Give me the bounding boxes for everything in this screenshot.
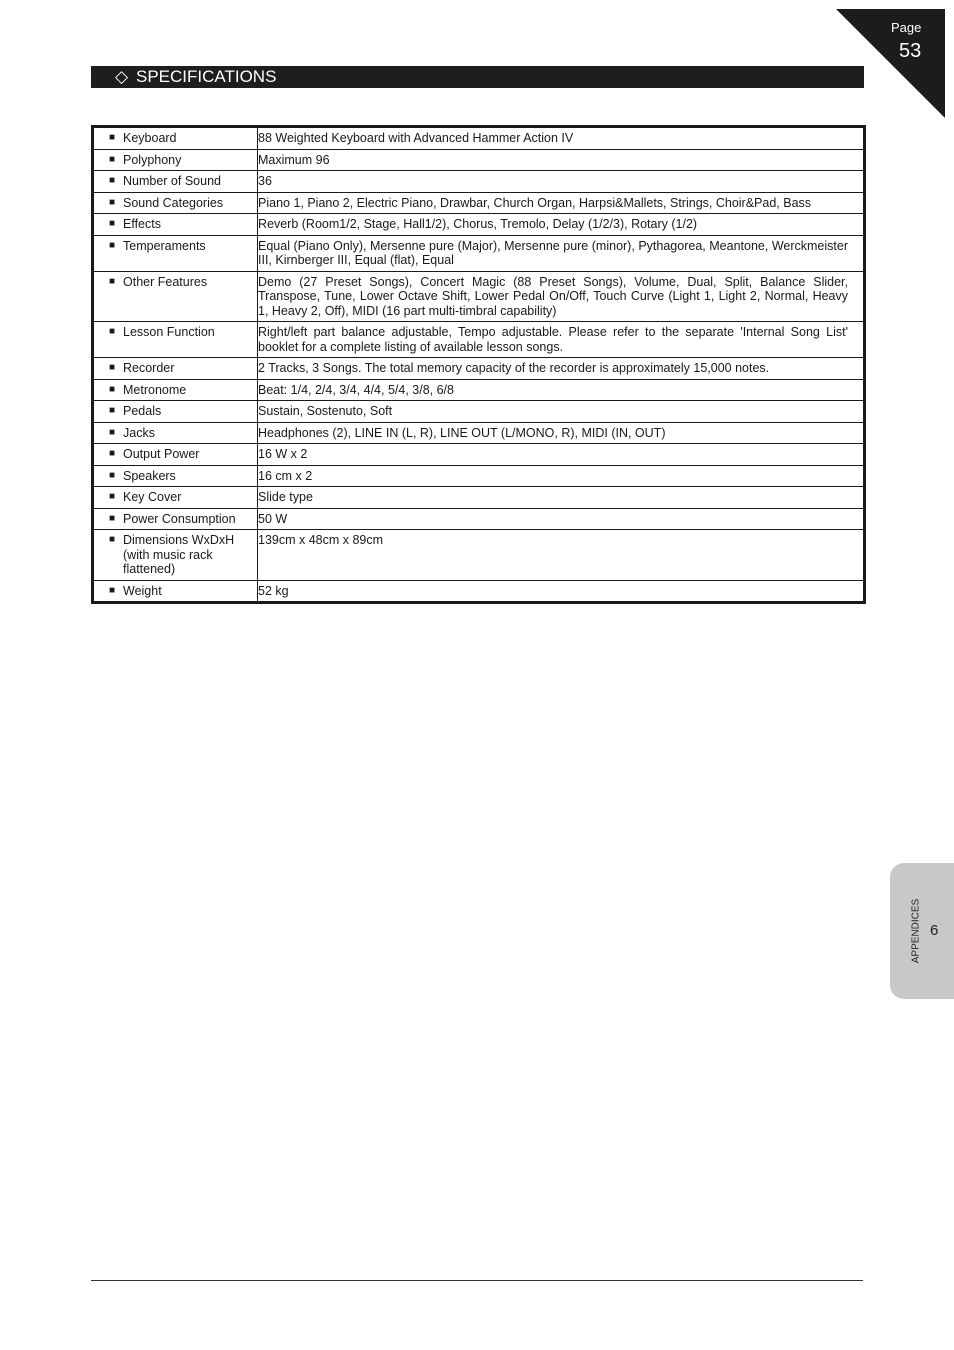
spec-value: 36 bbox=[258, 171, 865, 193]
spec-row bbox=[93, 322, 865, 358]
spec-label: Weight bbox=[123, 583, 162, 598]
square-bullet-icon: ■ bbox=[109, 469, 116, 481]
square-bullet-icon: ■ bbox=[109, 426, 116, 438]
square-bullet-icon: ■ bbox=[109, 153, 116, 165]
spec-value: Slide type bbox=[258, 487, 865, 509]
square-bullet-icon: ■ bbox=[109, 218, 116, 229]
square-bullet-icon: ■ bbox=[109, 132, 116, 143]
square-bullet-icon: ■ bbox=[109, 512, 116, 524]
spec-value: 2 Tracks, 3 Songs. The total memory capacity of the recorder is approximately 15,000 notes. bbox=[258, 358, 865, 380]
spec-value: 50 W bbox=[258, 508, 865, 530]
side-tab-number: 6 bbox=[930, 922, 939, 939]
spec-value: 88 Weighted Keyboard with Advanced Hammer Action IV bbox=[258, 127, 865, 150]
spec-label: Power Consumption bbox=[123, 511, 236, 526]
page-label: Page bbox=[891, 20, 922, 35]
spec-label-cell bbox=[93, 214, 258, 236]
spec-label: Keyboard bbox=[123, 131, 177, 145]
spec-row bbox=[93, 271, 865, 322]
spec-label: Output Power bbox=[123, 447, 200, 461]
spec-value: 16 W x 2 bbox=[258, 444, 865, 466]
spec-row bbox=[93, 487, 865, 509]
spec-row bbox=[93, 422, 865, 444]
spec-label-cell bbox=[93, 235, 258, 271]
side-tab-label: APPENDICES bbox=[910, 898, 922, 964]
spec-label-cell bbox=[93, 580, 258, 603]
square-bullet-icon: ■ bbox=[109, 383, 116, 395]
section-header bbox=[91, 66, 864, 88]
square-bullet-icon: ■ bbox=[109, 405, 116, 416]
spec-label-cell bbox=[93, 271, 258, 322]
spec-value: Right/left part balance adjustable, Tempo adjustable. Please refer to the separate 'Internal Song List' booklet for a complete listing of available lesson songs. bbox=[258, 322, 865, 358]
square-bullet-icon: ■ bbox=[109, 534, 116, 545]
square-bullet-icon: ■ bbox=[109, 196, 116, 208]
spec-label: Key Cover bbox=[123, 490, 182, 504]
footer-divider bbox=[91, 1280, 863, 1281]
appendices-side-tab bbox=[890, 863, 954, 999]
section-title: SPECIFICATIONS bbox=[136, 67, 277, 86]
spec-value: 139cm x 48cm x 89cm bbox=[258, 530, 865, 581]
spec-label: Temperaments bbox=[123, 238, 206, 253]
spec-label: Number of Sound bbox=[123, 174, 221, 188]
spec-label-cell bbox=[93, 465, 258, 487]
spec-row bbox=[93, 508, 865, 530]
spec-row bbox=[93, 214, 865, 236]
spec-label: Jacks bbox=[123, 425, 155, 440]
spec-label: Pedals bbox=[123, 404, 162, 418]
spec-label: Dimensions WxDxH (with music rack flattened) bbox=[123, 533, 235, 576]
spec-label-cell bbox=[93, 487, 258, 509]
spec-label-cell bbox=[93, 530, 258, 581]
spec-value: Beat: 1/4, 2/4, 3/4, 4/4, 5/4, 3/8, 6/8 bbox=[258, 379, 865, 401]
spec-row bbox=[93, 401, 865, 423]
spec-label-cell bbox=[93, 149, 258, 171]
spec-label-cell bbox=[93, 508, 258, 530]
square-bullet-icon: ■ bbox=[109, 239, 116, 251]
spec-label: Effects bbox=[123, 217, 161, 231]
spec-row bbox=[93, 149, 865, 171]
square-bullet-icon: ■ bbox=[109, 448, 116, 459]
square-bullet-icon: ■ bbox=[109, 275, 116, 287]
spec-label: Lesson Function bbox=[123, 325, 215, 339]
spec-label-cell bbox=[93, 401, 258, 423]
spec-label: Other Features bbox=[123, 274, 208, 289]
spec-row bbox=[93, 530, 865, 581]
spec-value: Demo (27 Preset Songs), Concert Magic (88 Preset Songs), Volume, Dual, Split, Balance Slider, Transpose, Tune, Lower Octave Shift, Lower Pedal On/Off, Touch Curve (Light 1, Light 2, Normal, Heavy 1, Heavy 2, Off), MIDI (16 part multi-timbral capability) bbox=[258, 271, 865, 322]
spec-label-cell bbox=[93, 127, 258, 150]
spec-row bbox=[93, 444, 865, 466]
spec-row bbox=[93, 580, 865, 603]
spec-label-cell bbox=[93, 444, 258, 466]
spec-label: Sound Categories bbox=[123, 195, 224, 210]
spec-value: Equal (Piano Only), Mersenne pure (Major), Mersenne pure (minor), Pythagorea, Meantone, Werckmeister III, Kirnberger III, Equal (flat), Equal bbox=[258, 235, 865, 271]
spec-value: Piano 1, Piano 2, Electric Piano, Drawbar, Church Organ, Harpsi&Mallets, Strings, Choir&Pad, Bass bbox=[258, 192, 865, 214]
square-bullet-icon: ■ bbox=[109, 362, 116, 373]
spec-value: Maximum 96 bbox=[258, 149, 865, 171]
spec-value: 16 cm x 2 bbox=[258, 465, 865, 487]
spec-label-cell bbox=[93, 171, 258, 193]
spec-value: Sustain, Sostenuto, Soft bbox=[258, 401, 865, 423]
spec-row bbox=[93, 379, 865, 401]
spec-label: Speakers bbox=[123, 468, 176, 483]
square-bullet-icon: ■ bbox=[109, 326, 116, 337]
diamond-icon: ◇ bbox=[115, 67, 129, 86]
page-number: 53 bbox=[899, 40, 922, 62]
spec-value: Reverb (Room1/2, Stage, Hall1/2), Chorus, Tremolo, Delay (1/2/3), Rotary (1/2) bbox=[258, 214, 865, 236]
spec-row bbox=[93, 127, 865, 150]
spec-label: Recorder bbox=[123, 361, 175, 375]
spec-label: Polyphony bbox=[123, 152, 182, 167]
specifications-table bbox=[91, 125, 866, 604]
spec-label-cell bbox=[93, 422, 258, 444]
spec-value: Headphones (2), LINE IN (L, R), LINE OUT (L/MONO, R), MIDI (IN, OUT) bbox=[258, 422, 865, 444]
spec-label-cell bbox=[93, 379, 258, 401]
spec-value: 52 kg bbox=[258, 580, 865, 603]
spec-label-cell bbox=[93, 192, 258, 214]
square-bullet-icon: ■ bbox=[109, 584, 116, 596]
spec-row bbox=[93, 192, 865, 214]
spec-label-cell bbox=[93, 358, 258, 380]
square-bullet-icon: ■ bbox=[109, 175, 116, 186]
spec-row bbox=[93, 235, 865, 271]
spec-row bbox=[93, 465, 865, 487]
spec-row bbox=[93, 171, 865, 193]
spec-label: Metronome bbox=[123, 382, 187, 397]
square-bullet-icon: ■ bbox=[109, 491, 116, 502]
spec-label-cell bbox=[93, 322, 258, 358]
spec-row bbox=[93, 358, 865, 380]
